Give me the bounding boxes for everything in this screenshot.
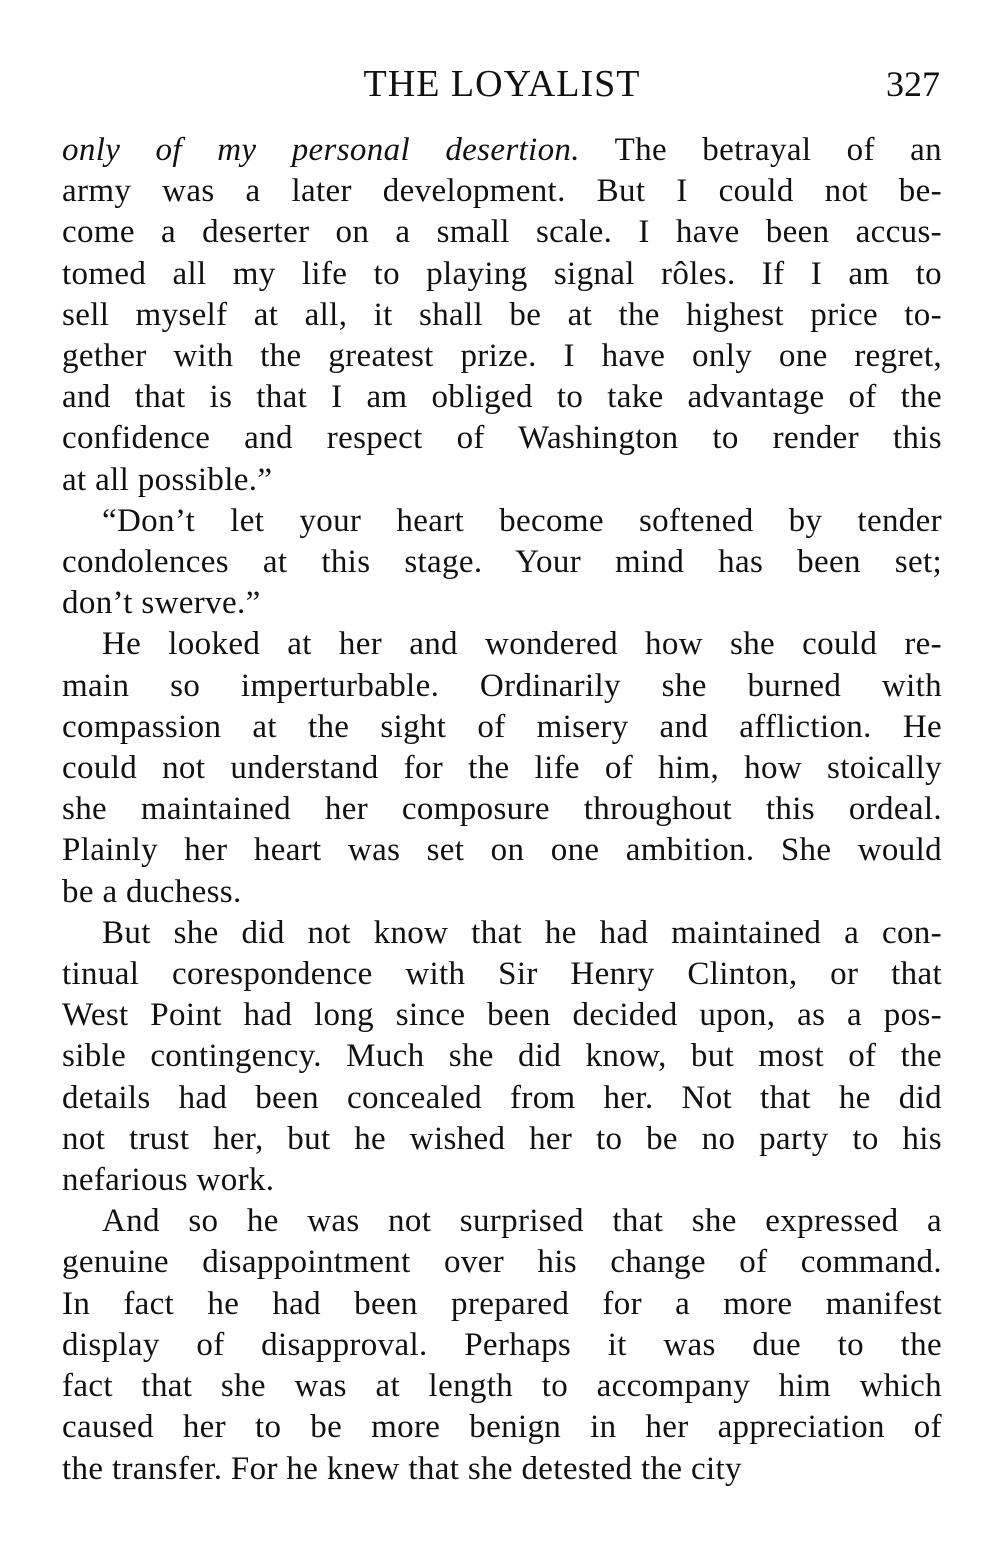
line-text: and that is that I am obliged to take advantage of the: [62, 379, 942, 416]
line-text: nefarious work.: [62, 1162, 275, 1199]
book-page: [62, 58, 942, 1490]
line-text: gether with the greatest prize. I have only one regret,: [62, 338, 942, 375]
line-text: tomed all my life to playing signal rôles. If I am to: [62, 255, 942, 292]
text-line: [62, 1036, 942, 1077]
line-text: at all possible.”: [62, 461, 273, 498]
line-text: army was a later development. But I could not be-: [62, 173, 942, 210]
italic-text: only of my personal desertion.: [62, 132, 580, 168]
text-line: [62, 748, 942, 789]
line-text: West Point had long since been decided upon, as a pos-: [62, 997, 942, 1034]
text-line: [62, 1407, 942, 1448]
line-text: not trust her, but he wished her to be no party to his: [62, 1120, 942, 1157]
text-line: [62, 789, 942, 830]
line-text: be a duchess.: [62, 873, 242, 910]
line-text: she maintained her composure throughout this ordeal.: [62, 791, 942, 828]
text-line: [62, 171, 942, 212]
text-line: [62, 624, 942, 665]
paragraph: [62, 130, 942, 501]
text-line: [62, 212, 942, 253]
line-text: And so he was not surprised that she expressed a: [102, 1203, 942, 1240]
text-line: [62, 1284, 942, 1325]
text-line: [62, 460, 942, 501]
line-text: Plainly her heart was set on one ambition. She would: [62, 832, 942, 869]
text-line: [62, 1078, 942, 1119]
line-text: come a deserter on a small scale. I have been accus-: [62, 214, 942, 251]
paragraph: [62, 624, 942, 912]
text-line: [62, 1449, 942, 1490]
line-text: details had been concealed from her. Not that he did: [62, 1079, 942, 1116]
text-line: [62, 336, 942, 377]
line-text: genuine disappointment over his change of command.: [62, 1244, 942, 1281]
line-text: main so imperturbable. Ordinarily she burned with: [62, 667, 942, 704]
running-head: [62, 58, 942, 110]
line-text: could not understand for the life of him, how stoically: [62, 750, 942, 787]
line-text: caused her to be more benign in her appreciation of: [62, 1409, 942, 1446]
line-text: compassion at the sight of misery and affliction. He: [62, 708, 942, 745]
text-line: [62, 1242, 942, 1283]
line-text: The betrayal of an: [579, 132, 943, 168]
line-text: But she did not know that he had maintained a con-: [102, 914, 942, 951]
text-line: [62, 130, 942, 171]
text-line: [62, 295, 942, 336]
line-text: fact that she was at length to accompany him which: [62, 1368, 942, 1405]
running-title: THE LOYALIST: [363, 63, 641, 105]
text-line: [62, 1325, 942, 1366]
page-number: 327: [886, 64, 940, 104]
line-text: the transfer. For he knew that she detested the city: [62, 1450, 742, 1487]
paragraph: [62, 501, 942, 625]
text-line: [62, 501, 942, 542]
line-text: He looked at her and wondered how she could re-: [102, 626, 942, 663]
line-text: sible contingency. Much she did know, but most of the: [62, 1038, 942, 1075]
text-line: [62, 1160, 942, 1201]
text-line: [62, 954, 942, 995]
text-line: [62, 418, 942, 459]
text-line: [62, 1366, 942, 1407]
text-line: [62, 666, 942, 707]
line-text: confidence and respect of Washington to render this: [62, 420, 942, 457]
text-line: [62, 1201, 942, 1242]
line-text: “Don’t let your heart become softened by tender: [102, 502, 942, 539]
text-line: [62, 830, 942, 871]
text-line: [62, 583, 942, 624]
text-line: [62, 377, 942, 418]
text-line: [62, 995, 942, 1036]
text-line: [62, 707, 942, 748]
text-line: [62, 1119, 942, 1160]
text-line: [62, 254, 942, 295]
body-text: [62, 130, 942, 1490]
line-text: tinual corespondence with Sir Henry Clinton, or that: [62, 956, 942, 993]
text-line: [62, 913, 942, 954]
text-line: [62, 872, 942, 913]
paragraph: [62, 1201, 942, 1489]
paragraph: [62, 913, 942, 1201]
line-text: sell myself at all, it shall be at the highest price to-: [62, 296, 942, 333]
text-line: [62, 542, 942, 583]
line-text: display of disapproval. Perhaps it was due to the: [62, 1326, 942, 1363]
line-text: In fact he had been prepared for a more manifest: [62, 1285, 942, 1322]
line-text: don’t swerve.”: [62, 585, 261, 622]
line-text: condolences at this stage. Your mind has been set;: [62, 544, 942, 581]
